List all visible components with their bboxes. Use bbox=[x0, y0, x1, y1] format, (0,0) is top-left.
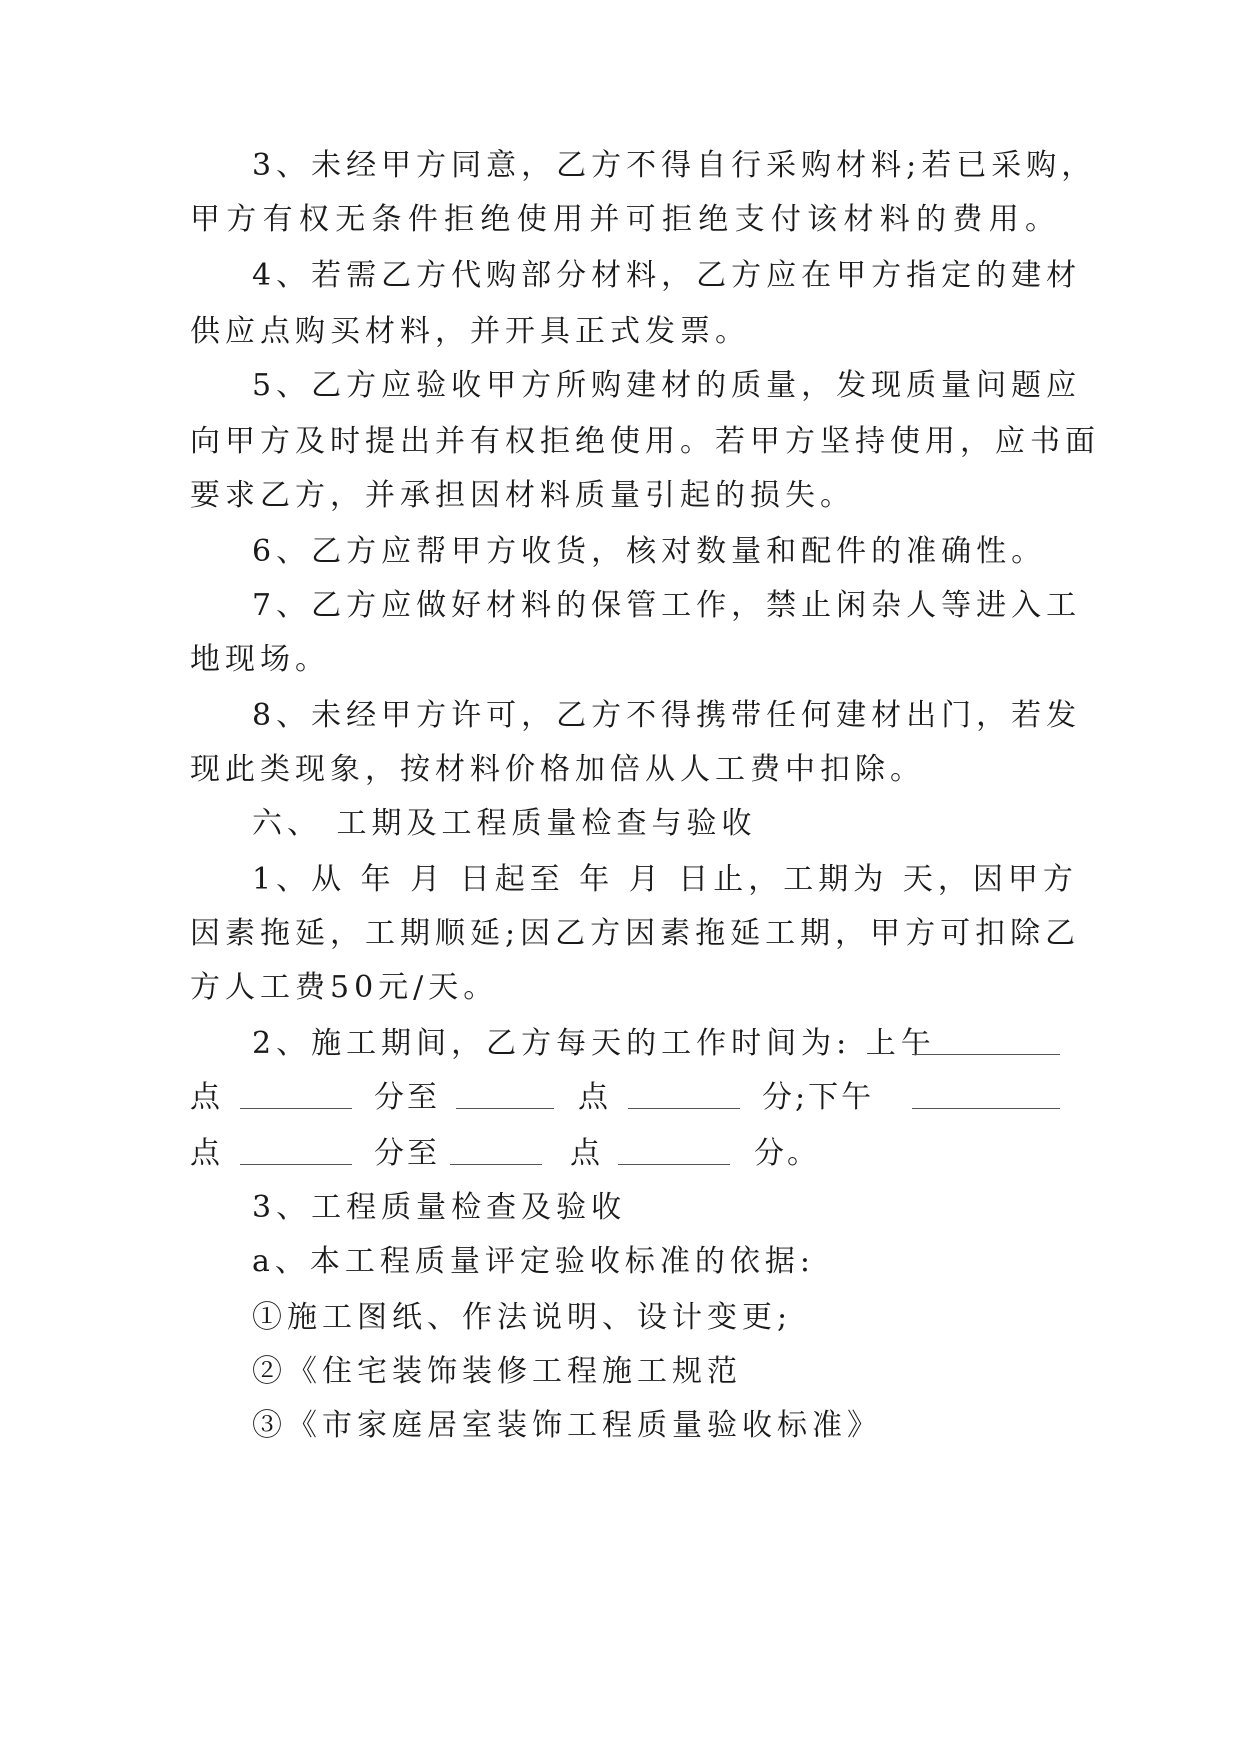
standard-item-3: ③《市家庭居室装饰工程质量验收标准》 bbox=[252, 1408, 882, 1443]
label-fen-end: 分。 bbox=[754, 1136, 820, 1171]
section-6-item-3-a: a、本工程质量评定验收标准的依据: bbox=[252, 1244, 815, 1279]
afternoon-end-hour-blank[interactable] bbox=[450, 1130, 542, 1165]
clause-3-line-1: 3、未经甲方同意，乙方不得自行采购材料;若已采购， bbox=[252, 148, 1097, 183]
section-6-item-1-line-1: 1、从 年 月 日起至 年 月 日止，工期为 天，因甲方 bbox=[252, 862, 1078, 897]
section-6-item-1-line-3: 方人工费50元/天。 bbox=[190, 970, 499, 1005]
clause-4-line-2: 供应点购买材料，并开具正式发票。 bbox=[190, 314, 750, 349]
standard-item-2: ②《住宅装饰装修工程施工规范 bbox=[252, 1354, 742, 1389]
work-hours-blank-row-2 bbox=[190, 1130, 1060, 1178]
section-6-heading: 六、 工期及工程质量检查与验收 bbox=[252, 806, 757, 841]
clause-6-line-1: 6、乙方应帮甲方收货，核对数量和配件的准确性。 bbox=[252, 534, 1047, 569]
afternoon-start-minute-blank[interactable] bbox=[240, 1130, 352, 1165]
morning-end-minute-blank[interactable] bbox=[628, 1074, 740, 1109]
clause-5-line-3: 要求乙方，并承担因材料质量引起的损失。 bbox=[190, 478, 855, 513]
label-fen-zhi: 分至 bbox=[374, 1136, 440, 1171]
morning-start-hour-blank[interactable] bbox=[912, 1020, 1060, 1055]
section-6-item-3: 3、工程质量检查及验收 bbox=[252, 1190, 627, 1225]
afternoon-end-minute-blank[interactable] bbox=[618, 1130, 730, 1165]
clause-7-line-1: 7、乙方应做好材料的保管工作，禁止闲杂人等进入工 bbox=[252, 588, 1082, 623]
clause-5-line-1: 5、乙方应验收甲方所购建材的质量，发现质量问题应 bbox=[252, 368, 1082, 403]
clause-4-line-1: 4、若需乙方代购部分材料，乙方应在甲方指定的建材 bbox=[252, 258, 1082, 293]
label-fen-afternoon: 分;下午 bbox=[762, 1080, 875, 1115]
clause-7-line-2: 地现场。 bbox=[190, 642, 330, 677]
section-6-item-2-line-1: 2、施工期间，乙方每天的工作时间为: 上午 bbox=[252, 1026, 936, 1061]
clause-8-line-1: 8、未经甲方许可，乙方不得携带任何建材出门，若发 bbox=[252, 698, 1082, 733]
label-dian: 点 bbox=[190, 1136, 223, 1171]
standard-item-1: ①施工图纸、作法说明、设计变更; bbox=[252, 1300, 793, 1335]
work-hours-blank-row-0 bbox=[190, 1020, 1060, 1068]
label-dian-2: 点 bbox=[570, 1136, 603, 1171]
morning-start-minute-blank[interactable] bbox=[240, 1074, 352, 1109]
section-6-item-1-line-2: 因素拖延，工期顺延;因乙方因素拖延工期，甲方可扣除乙 bbox=[190, 916, 1081, 951]
morning-end-hour-blank[interactable] bbox=[456, 1074, 554, 1109]
clause-5-line-2: 向甲方及时提出并有权拒绝使用。若甲方坚持使用，应书面 bbox=[190, 424, 1100, 459]
clause-3-line-2: 甲方有权无条件拒绝使用并可拒绝支付该材料的费用。 bbox=[190, 202, 1060, 237]
work-hours-blank-row-1 bbox=[190, 1074, 1060, 1122]
label-dian: 点 bbox=[190, 1080, 223, 1115]
clause-8-line-2: 现此类现象，按材料价格加倍从人工费中扣除。 bbox=[190, 752, 925, 787]
afternoon-start-hour-blank[interactable] bbox=[912, 1074, 1060, 1109]
label-fen-zhi: 分至 bbox=[374, 1080, 440, 1115]
label-dian-2: 点 bbox=[578, 1080, 611, 1115]
